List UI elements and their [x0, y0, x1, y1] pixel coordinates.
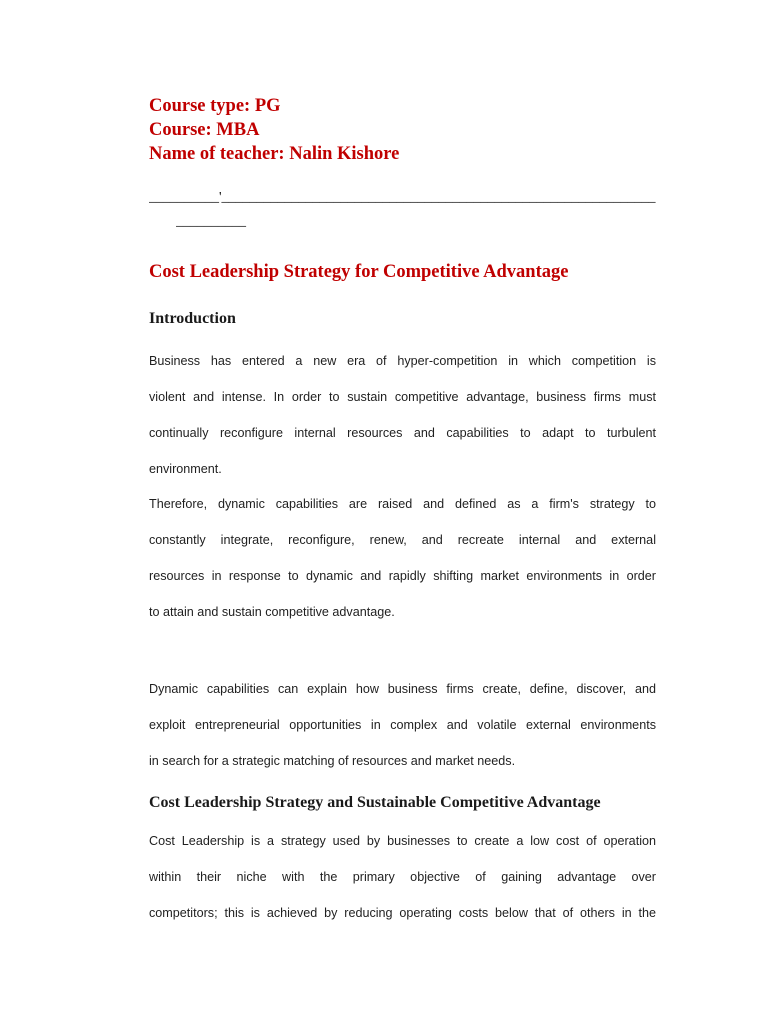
- paragraph-4-line: Cost Leadership is a strategy used by businesses to create a low cost of operation: [149, 834, 656, 848]
- document-title: Cost Leadership Strategy for Competitive Advantage: [149, 262, 569, 282]
- paragraph-1-line: Business has entered a new era of hyper-competition in which competition is: [149, 354, 656, 368]
- paragraph-2: [149, 486, 656, 630]
- paragraph-3-line: Dynamic capabilities can explain how business firms create, define, discover, and: [149, 682, 656, 696]
- course-type-line: Course type: PG: [149, 96, 281, 116]
- paragraph-3-line: in search for a strategic matching of resources and market needs.: [149, 754, 516, 768]
- paragraph-1-line: violent and intense. In order to sustain competitive advantage, business firms must: [149, 390, 656, 404]
- teacher-line: Name of teacher: Nalin Kishore: [149, 144, 400, 164]
- paragraph-4-line: competitors; this is achieved by reducing operating costs below that of others in the: [149, 906, 656, 920]
- separator-rule-line-2: __________: [176, 214, 246, 229]
- paragraph-2-line: resources in response to dynamic and rapidly shifting market environments in order: [149, 569, 656, 583]
- paragraph-3-line: exploit entrepreneurial opportunities in complex and volatile external environments: [149, 718, 656, 732]
- paragraph-1: [149, 343, 656, 487]
- paragraph-2-line: Therefore, dynamic capabilities are raised and defined as a firm's strategy to: [149, 497, 656, 511]
- separator-rule-line-1: __________'______________________________________________________________: [149, 190, 656, 205]
- introduction-heading: Introduction: [149, 310, 236, 327]
- course-line: Course: MBA: [149, 120, 260, 140]
- paragraph-4: [149, 823, 656, 931]
- paragraph-3: [149, 671, 656, 779]
- section-2-heading: Cost Leadership Strategy and Sustainable Competitive Advantage: [149, 794, 601, 811]
- paragraph-1-line: continually reconfigure internal resources and capabilities to adapt to turbulent: [149, 426, 656, 440]
- paragraph-2-line: to attain and sustain competitive advantage.: [149, 605, 395, 619]
- paragraph-2-line: constantly integrate, reconfigure, renew, and recreate internal and external: [149, 533, 656, 547]
- paragraph-4-line: within their niche with the primary objective of gaining advantage over: [149, 870, 656, 884]
- paragraph-1-line: environment.: [149, 462, 222, 476]
